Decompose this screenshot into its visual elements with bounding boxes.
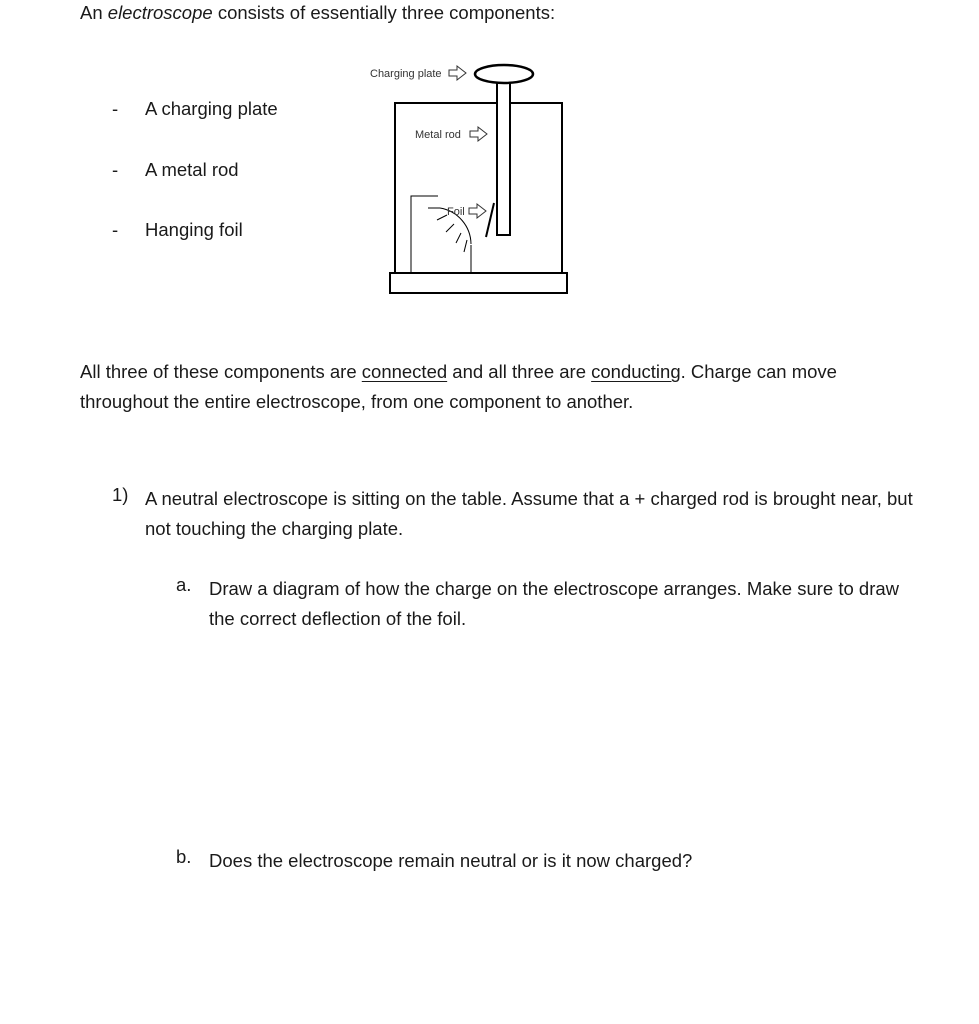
list-dash: - [112,98,119,119]
svg-text:Metal rod: Metal rod [415,129,461,141]
label-charging-plate [370,66,466,80]
arrow-icon [469,204,486,218]
list-dash: - [112,159,119,180]
paragraph-text: and all three are [447,361,592,382]
arrow-icon [449,66,466,80]
part-text: Draw a diagram of how the charge on the electroscope arranges. Make sure to draw the correct deflection of the foil. [209,578,900,629]
component-charging-plate: A charging plate [145,98,278,119]
question-text: A neutral electroscope is sitting on the table. Assume that a + charged rod is brought near, but not touching the charging plate. [145,488,913,539]
description-paragraph [80,357,920,417]
base-plate [390,273,567,293]
intro-prefix: An [80,2,108,23]
svg-text:Charging plate: Charging plate [370,68,442,80]
part-text: Does the electroscope remain neutral or is it now charged? [209,850,693,871]
metal-rod-shape [497,83,510,235]
component-metal-rod: A metal rod [145,159,239,180]
foil-shape [486,203,494,237]
electroscope-diagram [360,55,580,300]
part-letter: b. [176,846,192,867]
charging-plate-shape [475,65,533,83]
intro-sentence [80,2,555,24]
label-foil [447,204,486,218]
underlined-conducting: conducting [591,361,681,382]
arrow-icon [470,127,487,141]
paragraph-text: All three of these components are [80,361,362,382]
part-letter: a. [176,574,192,595]
paragraph-text: . Charge can move throughout the entire electroscope, from one component to another. [80,361,837,412]
component-hanging-foil: Hanging foil [145,219,243,240]
underlined-connected: connected [361,361,448,382]
electroscope-term: electroscope [107,2,213,23]
intro-suffix: consists of essentially three components: [212,2,556,23]
list-dash: - [112,219,119,240]
foil-stand [411,196,438,272]
svg-text:Foil: Foil [447,206,465,218]
label-metal-rod [415,127,487,141]
question-number: 1) [112,484,129,505]
